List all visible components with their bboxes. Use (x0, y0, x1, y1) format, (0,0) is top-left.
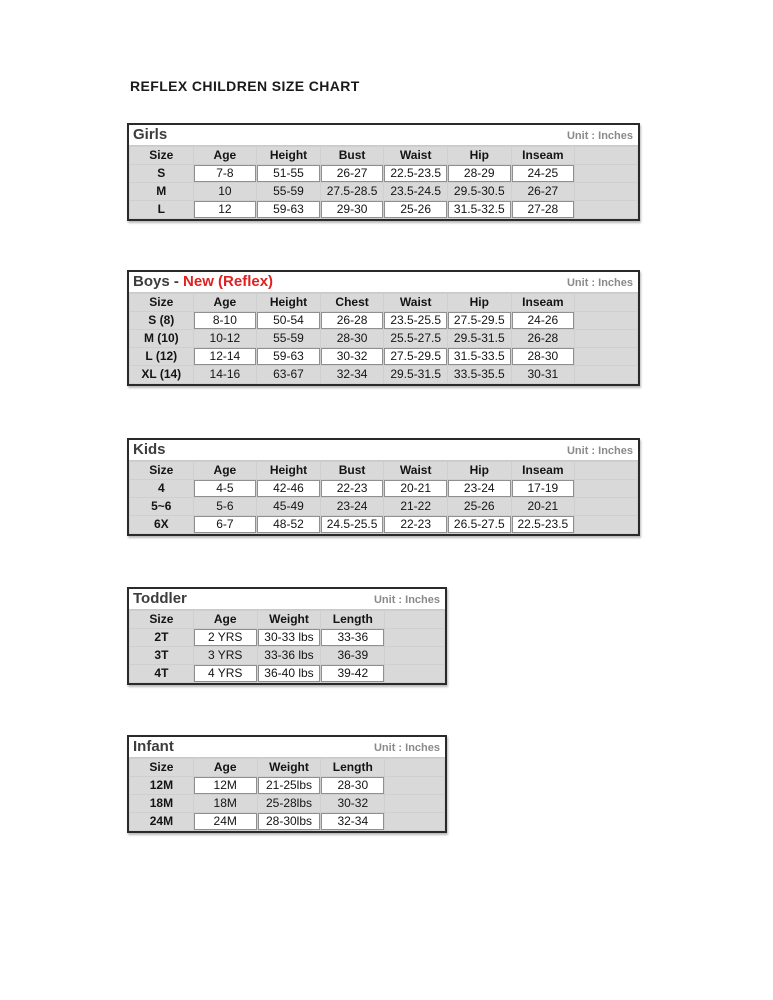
size-cell: L (12) (130, 348, 194, 366)
column-header: Hip (447, 294, 511, 312)
filler-cell (575, 147, 638, 165)
data-cell: 22.5-23.5 (384, 165, 448, 183)
page-title: REFLEX CHILDREN SIZE CHART (130, 78, 360, 94)
data-cell: 33.5-35.5 (447, 366, 511, 384)
table-title-row (129, 440, 638, 461)
column-header: Inseam (511, 147, 575, 165)
size-cell: S (8) (130, 312, 194, 330)
size-cell: 12M (130, 777, 194, 795)
data-cell: 55-59 (257, 330, 321, 348)
table-title (133, 273, 273, 291)
filler-cell (575, 312, 638, 330)
data-cell: 26-27 (320, 165, 384, 183)
data-cell: 22.5-23.5 (511, 516, 575, 534)
data-cell: 26-27 (511, 183, 575, 201)
size-cell: 4 (130, 480, 194, 498)
table-title (133, 738, 174, 756)
table-row (130, 498, 638, 516)
table-title-row (129, 589, 445, 610)
data-cell: 23.5-24.5 (384, 183, 448, 201)
filler-cell (575, 516, 638, 534)
table-row (130, 795, 445, 813)
data-cell: 3 YRS (193, 647, 257, 665)
size-cell: 5~6 (130, 498, 194, 516)
unit-label: Unit : Inches (566, 130, 633, 142)
toddler-title-text: Toddler (133, 590, 187, 607)
column-header: Chest (320, 294, 384, 312)
data-cell: 59-63 (257, 348, 321, 366)
column-header: Height (257, 462, 321, 480)
column-header: Waist (384, 462, 448, 480)
table-row (130, 165, 638, 183)
girls-size-table (127, 123, 640, 221)
filler-cell (575, 201, 638, 219)
header-row (130, 462, 638, 480)
data-cell: 28-30 (321, 777, 385, 795)
column-header: Age (193, 147, 257, 165)
data-cell: 2 YRS (193, 629, 257, 647)
column-header: Weight (257, 759, 321, 777)
size-cell: 24M (130, 813, 194, 831)
filler-cell (575, 165, 638, 183)
data-cell: 17-19 (511, 480, 575, 498)
data-cell: 8-10 (193, 312, 257, 330)
table-title-row (129, 737, 445, 758)
data-cell: 27-28 (511, 201, 575, 219)
column-header: Inseam (511, 462, 575, 480)
data-cell: 28-30 (320, 330, 384, 348)
filler-cell (575, 480, 638, 498)
data-cell: 20-21 (511, 498, 575, 516)
table-row (130, 366, 638, 384)
size-cell: 3T (130, 647, 194, 665)
data-cell: 29.5-30.5 (447, 183, 511, 201)
data-cell: 20-21 (384, 480, 448, 498)
data-cell: 30-32 (321, 795, 385, 813)
table-row (130, 201, 638, 219)
data-cell: 29.5-31.5 (384, 366, 448, 384)
boys-grid (129, 293, 638, 384)
data-cell: 26-28 (320, 312, 384, 330)
filler-cell (385, 665, 445, 683)
infant-grid (129, 758, 445, 831)
data-cell: 27.5-29.5 (447, 312, 511, 330)
data-cell: 12-14 (193, 348, 257, 366)
filler-cell (385, 813, 445, 831)
boys-title-text: Boys - (133, 273, 184, 290)
unit-label: Unit : Inches (566, 277, 633, 289)
filler-cell (575, 330, 638, 348)
column-header: Age (193, 611, 257, 629)
size-cell: 6X (130, 516, 194, 534)
table-row (130, 183, 638, 201)
data-cell: 25-26 (384, 201, 448, 219)
kids-size-table (127, 438, 640, 536)
data-cell: 23-24 (447, 480, 511, 498)
header-row (130, 147, 638, 165)
table-row (130, 330, 638, 348)
header-row (130, 294, 638, 312)
data-cell: 24-26 (511, 312, 575, 330)
table-row (130, 777, 445, 795)
data-cell: 30-31 (511, 366, 575, 384)
data-cell: 36-39 (321, 647, 385, 665)
data-cell: 14-16 (193, 366, 257, 384)
data-cell: 6-7 (193, 516, 257, 534)
table-row (130, 312, 638, 330)
girls-grid (129, 146, 638, 219)
boys-title-highlight: New (Reflex) (183, 273, 274, 290)
data-cell: 22-23 (320, 480, 384, 498)
infant-title-text: Infant (133, 738, 174, 755)
size-cell: 4T (130, 665, 194, 683)
table-title-row (129, 272, 638, 293)
data-cell: 48-52 (257, 516, 321, 534)
table-title (133, 441, 166, 459)
data-cell: 26.5-27.5 (447, 516, 511, 534)
column-header: Waist (384, 294, 448, 312)
data-cell: 22-23 (384, 516, 448, 534)
data-cell: 4-5 (193, 480, 257, 498)
filler-cell (385, 795, 445, 813)
column-header: Hip (447, 147, 511, 165)
table-row (130, 629, 445, 647)
table-row (130, 348, 638, 366)
filler-cell (575, 366, 638, 384)
column-header: Bust (320, 147, 384, 165)
table-row (130, 813, 445, 831)
data-cell: 28-30 (511, 348, 575, 366)
filler-cell (385, 611, 445, 629)
filler-cell (575, 183, 638, 201)
data-cell: 36-40 lbs (257, 665, 321, 683)
data-cell: 63-67 (257, 366, 321, 384)
data-cell: 5-6 (193, 498, 257, 516)
column-header: Age (193, 294, 257, 312)
data-cell: 50-54 (257, 312, 321, 330)
data-cell: 24-25 (511, 165, 575, 183)
data-cell: 24M (193, 813, 257, 831)
header-row (130, 611, 445, 629)
filler-cell (385, 647, 445, 665)
data-cell: 32-34 (321, 813, 385, 831)
data-cell: 10 (193, 183, 257, 201)
toddler-size-table (127, 587, 447, 685)
data-cell: 23-24 (320, 498, 384, 516)
table-title (133, 126, 167, 144)
kids-grid (129, 461, 638, 534)
data-cell: 39-42 (321, 665, 385, 683)
data-cell: 12M (193, 777, 257, 795)
data-cell: 25.5-27.5 (384, 330, 448, 348)
column-header: Hip (447, 462, 511, 480)
data-cell: 31.5-32.5 (447, 201, 511, 219)
filler-cell (385, 777, 445, 795)
data-cell: 25-26 (447, 498, 511, 516)
size-cell: 18M (130, 795, 194, 813)
data-cell: 7-8 (193, 165, 257, 183)
data-cell: 42-46 (257, 480, 321, 498)
data-cell: 25-28lbs (257, 795, 321, 813)
data-cell: 23.5-25.5 (384, 312, 448, 330)
filler-cell (575, 294, 638, 312)
data-cell: 51-55 (257, 165, 321, 183)
table-row (130, 516, 638, 534)
data-cell: 26-28 (511, 330, 575, 348)
column-header: Bust (320, 462, 384, 480)
data-cell: 32-34 (320, 366, 384, 384)
unit-label: Unit : Inches (373, 742, 440, 754)
column-header: Height (257, 294, 321, 312)
data-cell: 30-33 lbs (257, 629, 321, 647)
data-cell: 4 YRS (193, 665, 257, 683)
size-cell: XL (14) (130, 366, 194, 384)
column-header: Weight (257, 611, 321, 629)
data-cell: 33-36 lbs (257, 647, 321, 665)
unit-label: Unit : Inches (566, 445, 633, 457)
data-cell: 24.5-25.5 (320, 516, 384, 534)
column-header: Inseam (511, 294, 575, 312)
data-cell: 28-30lbs (257, 813, 321, 831)
data-cell: 29-30 (320, 201, 384, 219)
data-cell: 10-12 (193, 330, 257, 348)
data-cell: 27.5-28.5 (320, 183, 384, 201)
size-cell: S (130, 165, 194, 183)
data-cell: 21-25lbs (257, 777, 321, 795)
toddler-grid (129, 610, 445, 683)
data-cell: 33-36 (321, 629, 385, 647)
column-header: Length (321, 611, 385, 629)
column-header: Age (193, 759, 257, 777)
unit-label: Unit : Inches (373, 594, 440, 606)
column-header: Waist (384, 147, 448, 165)
data-cell: 59-63 (257, 201, 321, 219)
column-header: Length (321, 759, 385, 777)
table-title-row (129, 125, 638, 146)
data-cell: 30-32 (320, 348, 384, 366)
data-cell: 29.5-31.5 (447, 330, 511, 348)
kids-title-text: Kids (133, 441, 166, 458)
size-cell: 2T (130, 629, 194, 647)
data-cell: 28-29 (447, 165, 511, 183)
infant-size-table (127, 735, 447, 833)
header-row (130, 759, 445, 777)
filler-cell (575, 348, 638, 366)
size-cell: M (10) (130, 330, 194, 348)
boys-size-table (127, 270, 640, 386)
girls-title-text: Girls (133, 126, 168, 143)
filler-cell (385, 759, 445, 777)
column-header: Size (130, 759, 194, 777)
data-cell: 27.5-29.5 (384, 348, 448, 366)
filler-cell (385, 629, 445, 647)
data-cell: 18M (193, 795, 257, 813)
column-header: Size (130, 611, 194, 629)
data-cell: 12 (193, 201, 257, 219)
data-cell: 21-22 (384, 498, 448, 516)
data-cell: 31.5-33.5 (447, 348, 511, 366)
column-header: Height (257, 147, 321, 165)
data-cell: 55-59 (257, 183, 321, 201)
size-cell: M (130, 183, 194, 201)
table-title (133, 590, 187, 608)
table-row (130, 480, 638, 498)
filler-cell (575, 498, 638, 516)
table-row (130, 647, 445, 665)
filler-cell (575, 462, 638, 480)
column-header: Size (130, 147, 194, 165)
column-header: Size (130, 462, 194, 480)
column-header: Size (130, 294, 194, 312)
data-cell: 45-49 (257, 498, 321, 516)
size-cell: L (130, 201, 194, 219)
column-header: Age (193, 462, 257, 480)
table-row (130, 665, 445, 683)
